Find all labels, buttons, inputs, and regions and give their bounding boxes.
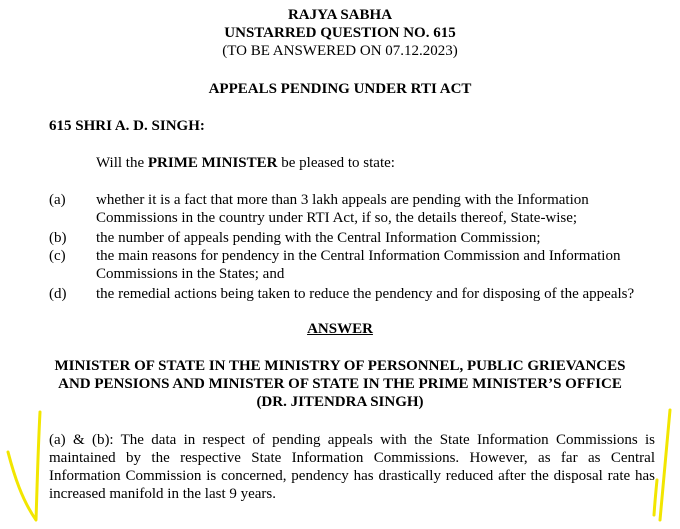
question-label-d: (d) <box>49 286 67 302</box>
question-label-a: (a) <box>49 192 66 208</box>
question-subject: APPEALS PENDING UNDER RTI ACT <box>208 81 472 97</box>
asker-name: 615 SHRI A. D. SINGH: <box>49 118 205 134</box>
answer-paragraph: (a) & (b): The data in respect of pending appeals with the State Information Commissions is maintained by the respective State Information Commissions. However, as far as Central Information Commission is concerned, pendency has drastically reduced after the disposal rate has increased manifold in the last 9 years. <box>49 432 655 502</box>
question-text-c: the main reasons for pendency in the Central Information Commission and Information Commissions in the States; and <box>96 248 621 282</box>
question-label-b: (b) <box>49 230 67 246</box>
minister-line-1: MINISTER OF STATE IN THE MINISTRY OF PERSONNEL, PUBLIC GRIEVANCES <box>54 358 626 374</box>
question-number: UNSTARRED QUESTION NO. 615 <box>224 25 456 41</box>
answer-date: (TO BE ANSWERED ON 07.12.2023) <box>222 43 458 59</box>
question-label-c: (c) <box>49 248 66 264</box>
house-title: RAJYA SABHA <box>287 7 393 23</box>
right-highlight-stroke <box>654 410 670 520</box>
intro-prefix: Will the <box>96 155 148 171</box>
intro-addressee: PRIME MINISTER <box>147 155 278 171</box>
left-highlight-stroke <box>8 412 40 520</box>
question-text-d: the remedial actions being taken to reduce the pendency and for disposing of the appeals? <box>96 286 635 302</box>
intro-suffix: be pleased to state: <box>277 155 395 171</box>
answer-heading: ANSWER <box>307 321 373 337</box>
question-text-b: the number of appeals pending with the Central Information Commission; <box>96 230 541 246</box>
question-text-a: whether it is a fact that more than 3 lakh appeals are pending with the Information Commissions in the country under RTI Act, if so, the details thereof, State-wise; <box>96 192 589 226</box>
minister-line-2: AND PENSIONS AND MINISTER OF STATE IN THE PRIME MINISTER’S OFFICE <box>58 376 622 392</box>
minister-name: (DR. JITENDRA SINGH) <box>256 394 424 410</box>
